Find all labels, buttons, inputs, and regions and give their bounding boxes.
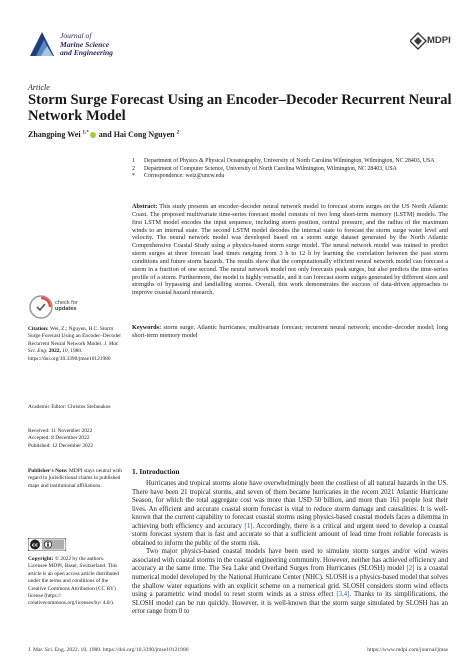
- correspondence: [132, 173, 462, 181]
- citation-text: Wei, Z.; Nguyen, H.C. Storm Surge Forecast Using an Encoder–Decoder Recurrent Neural Network Model.: [28, 326, 122, 347]
- dates-block: [28, 428, 124, 450]
- citation-volume: 10,: [62, 348, 69, 355]
- footer-citation: J. Mar. Sci. Eng. 2022, 10, 1980. https://doi.org/10.3390/jmse10121980: [28, 647, 189, 653]
- academic-editor: Academic Editor: Christos Stefanakos: [28, 404, 111, 410]
- affiliations: [132, 158, 462, 181]
- affiliation-1-number: 1: [132, 158, 135, 164]
- author-list: [28, 130, 179, 139]
- author-2-marks: 2: [176, 130, 180, 136]
- affiliation-2-text: Department of Computer Science, University of North Carolina Wilmington, Wilmington, NC 28403, USA: [144, 165, 397, 172]
- journal-name-line1: Journal of: [60, 31, 92, 40]
- check-for-updates-line1: check for: [55, 300, 78, 306]
- footer-journal-url[interactable]: https://www.mdpi.com/journal/jmse: [367, 647, 448, 653]
- reference-link-3-4[interactable]: [3,4]: [336, 591, 350, 599]
- affiliation-1: [132, 158, 462, 166]
- citation-year: 2022,: [48, 348, 61, 355]
- orcid-icon[interactable]: [90, 132, 96, 138]
- copyright-label: Copyright:: [28, 556, 54, 562]
- cc-badge-text: cc: [31, 542, 39, 549]
- correspondence-mark: *: [132, 173, 135, 180]
- abstract-label: Abstract:: [132, 203, 158, 210]
- journal-name-line2: Marine Science: [60, 39, 110, 49]
- introduction-body: [132, 480, 448, 617]
- abstract-text: This study presents an encoder–decoder neural network model to forecast storm surges on the US North Atlantic Coast. The proposed multivariate time-series forecast model consists of two long short-term memory (LSTM) models. The first LSTM model encodes the input sequence, including storm position, central pressure, and the radius of the maximum winds to an internal state. The second LSTM model decodes the internal state to forecast the storm surge water level and velocity. The neural network model was developed based on a storm surge dataset generated by the North Atlantic Comprehensive Coastal Study using a physics-based storm surge model. The neural network model was trained to predict storm surges at three forecast lead times ranging from 3 h to 12 h by learning the correlation between the past storm conditions and future storm hazards. The results show that the computationally efficient neural network model can forecast a storm in a fraction of one second. The neural network model not only forecasts peak surges, but also predicts the time-series profile of a storm. Furthermore, the model is highly versatile, and it can forecast storm surges generated by different sizes and strengths of bypassing and landfalling storms. Overall, this work demonstrates the success of data-driven approaches to improve coastal hazard research.: [132, 203, 449, 297]
- journal-name: [60, 32, 113, 58]
- publisher-note: [28, 468, 124, 490]
- abstract: [132, 203, 448, 297]
- author-connector: and: [98, 130, 112, 139]
- mdpi-logo-text: MDPI: [427, 35, 451, 46]
- intro-p2-text-a: Two major physics-based coastal models have been used to simulate storm surges and/or wind waves associated with coastal storms in the coastal engineering community. However, neither has achieved efficiency and accuracy at the same time. The Sea Lake and Overland Surges from Hurricanes (SLOSH) model: [132, 548, 448, 573]
- check-for-updates-line2: updates: [55, 306, 77, 313]
- section-heading-introduction: 1. Introduction: [132, 467, 180, 476]
- journal-logo-icon: [28, 28, 56, 58]
- affiliation-1-text: Department of Physics & Physical Oceanography, University of North Carolina Wilmington, Wilmington, NC 28403, USA: [144, 158, 435, 164]
- keywords-text: storm surge; Atlantic hurricanes; multivariate forecast; recurrent neural network; encoder–decoder model; long short-term memory model: [132, 324, 448, 339]
- cc-by-license-icon[interactable]: [28, 538, 66, 551]
- citation-journal: J. Mar. Sci. Eng.: [28, 340, 119, 355]
- affiliation-2: [132, 166, 462, 174]
- date-accepted: Accepted: 8 December 2022: [28, 435, 90, 442]
- copyright-block: [28, 556, 124, 608]
- keywords: [132, 324, 448, 340]
- publisher-note-text: MDPI stays neutral with regard to jurisdictional claims in published maps and institutional affiliations.: [28, 468, 122, 489]
- affiliation-2-number: 2: [132, 165, 135, 172]
- keywords-label: Keywords:: [132, 324, 162, 331]
- article-title: Storm Surge Forecast Using an Encoder–Decoder Recurrent Neural Network Model: [28, 92, 452, 124]
- reference-link-1[interactable]: [1]: [244, 522, 253, 530]
- author-2[interactable]: Hai Cong Nguyen: [113, 130, 175, 139]
- intro-paragraph-1: [132, 480, 448, 548]
- citation-block: [28, 326, 124, 363]
- check-for-updates-label[interactable]: [55, 300, 78, 313]
- citation-doi[interactable]: 1980. https://doi.org/10.3390/jmse10121980: [28, 348, 111, 362]
- intro-paragraph-2: [132, 548, 448, 616]
- copyright-text: © 2022 by the authors. Licensee MDPI, Basel, Switzerland. This article is an open access article distributed under the terms and conditions of the Creative Commons Attribution (CC BY) license (https:// creativecommons.org/licenses/by/ 4.0/).: [28, 556, 120, 607]
- reference-link-2[interactable]: [2]: [406, 565, 415, 573]
- intro-p1-text-a: Hurricanes and tropical storms alone have overwhelmingly been the costliest of all natural hazards in the US. There have been 21 tropical storms, and seven of them became hurricanes in the recent 2021 Atlantic Hurricane Season, for which the total aggregate cost was more than USD 50 billion, and more than 161 people lost their lives. An efficient and accurate coastal storm forecast is vital to reduce storm damage and causalities. It is well-known that the current capability to forecast coastal storms using physics-based coastal models faces a dilemma in achieving both efficiency and accuracy: [132, 480, 448, 530]
- publisher-note-label: Publisher's Note:: [28, 468, 68, 474]
- intro-p2-text-c: . Thanks to its simplifications, the SLOSH model can be run quickly. However, it is well-known that the storm surge simulated by SLOSH has an error range from 0 to: [132, 591, 448, 616]
- article-type: Article: [28, 83, 50, 92]
- author-1-marks: 1,*: [82, 130, 89, 136]
- correspondence-text[interactable]: Correspondence: weiz@uncw.edu: [144, 173, 225, 180]
- intro-p1-text-b: . Accordingly, there is a critical and urgent need to develop a coastal storm forecast system that is fast and accurate so that a sufficient amount of lead time from reliable forecasts is obtained to inform the public of the storm risk.: [132, 522, 448, 547]
- intro-p2-text-b: is a coastal numerical model developed by the National Hurricane Center (NHC). SLOSH is a physics-based model that solves the shallow water equations with an explicit scheme on a numerical grid. SLOSH considers storm wind effects using a parametric wind model to reset storm winds as a stress effect: [132, 565, 448, 599]
- author-1[interactable]: Zhangping Wei: [28, 130, 81, 139]
- journal-name-line3: and Engineering: [60, 48, 113, 58]
- date-received: Received: 11 November 2022: [28, 428, 93, 434]
- check-for-updates-icon[interactable]: [28, 294, 54, 320]
- citation-label: Citation:: [28, 326, 49, 332]
- date-published: Published: 12 December 2022: [28, 442, 94, 449]
